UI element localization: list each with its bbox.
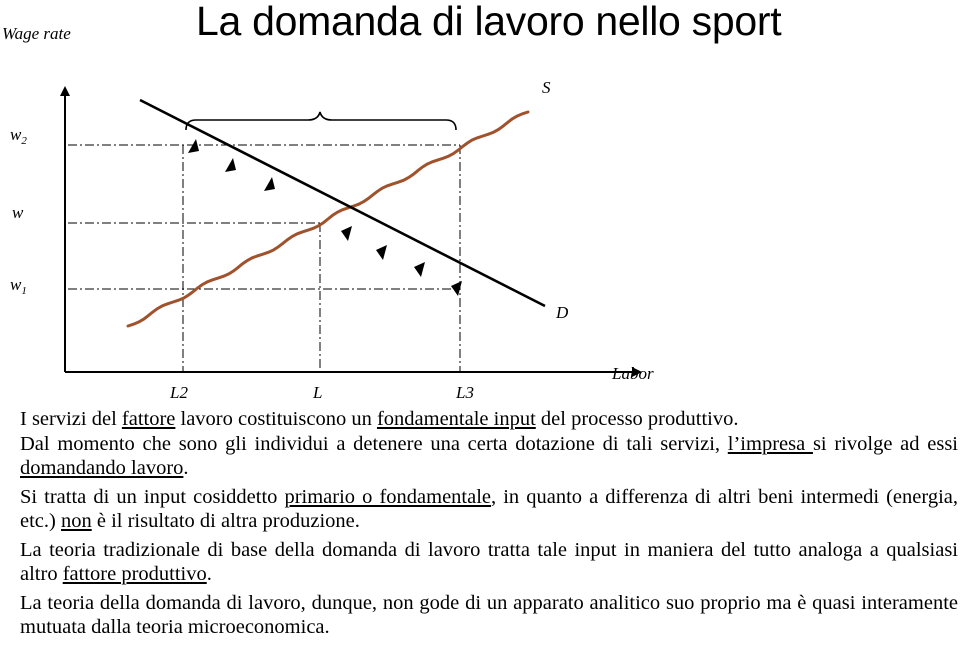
underlined-text: fattore produttivo	[62, 563, 207, 585]
page-title: La domanda di lavoro nello sport	[196, 0, 782, 44]
supply-curve	[128, 112, 528, 326]
underlined-text: non	[60, 510, 92, 532]
labor-label-L: L	[313, 383, 323, 402]
demand-arrow-3	[264, 177, 275, 191]
supply-label: S	[542, 78, 551, 97]
text-segment: del processo produttivo.	[535, 408, 739, 430]
text-segment: è il risultato di altra produzione.	[91, 510, 360, 532]
demand-curve	[140, 100, 545, 306]
text-segment: I servizi del	[20, 408, 122, 430]
text-segment: La teoria della domanda di lavoro, dunque, non gode di un apparato analitico suo proprio ma è quasi interamente mutuata dalla teoria microeconomica.	[20, 591, 958, 638]
paragraph	[20, 432, 958, 481]
demand-arrow-2	[225, 158, 236, 172]
text-segment: Dal momento che sono gli individui a detenere una certa dotazione di tali servizi,	[20, 432, 728, 455]
demand-arrow-5	[376, 245, 387, 260]
text-segment: si rivolge ad essi	[812, 432, 958, 455]
y-axis-label: Wage rate	[2, 24, 71, 43]
paragraph	[20, 591, 958, 640]
paragraph	[20, 407, 958, 432]
text-block	[20, 407, 958, 640]
underlined-text: l’impresa	[727, 432, 813, 455]
underlined-text: fattore	[121, 408, 176, 430]
demand-arrow-1	[188, 139, 199, 153]
wage-label-w2: $w_2$	[10, 125, 27, 147]
demand-label: D	[556, 303, 569, 322]
text-segment: , in quanto a differenza di altri beni intermedi (energia, etc.)	[20, 485, 959, 532]
text-segment: .	[206, 563, 212, 585]
demand-arrow-6	[414, 262, 425, 277]
x-axis-label: Labor	[612, 364, 654, 383]
wage-label-w1: $w_1$	[10, 275, 27, 297]
paragraph	[20, 485, 958, 534]
underlined-text: primario o fondamentale	[284, 485, 492, 508]
paragraph	[20, 538, 958, 587]
underlined-text: domandando lavoro	[20, 457, 184, 479]
text-segment: .	[183, 457, 189, 479]
text-segment: La teoria tradizionale di base della domanda di lavoro tratta tale input in maniera del tutto analoga a qualsiasi altro	[20, 538, 958, 585]
demand-arrow-4	[341, 226, 352, 241]
text-segment: lavoro costituiscono un	[175, 408, 377, 430]
wage-label-w: w	[12, 203, 24, 222]
underlined-text: fondamentale input	[376, 408, 536, 430]
text-segment: Si tratta di un input cosiddetto	[20, 485, 285, 508]
guide-lines	[68, 145, 460, 372]
labor-label-L3: L3	[456, 383, 474, 402]
labor-interval-brace	[186, 112, 456, 130]
labor-label-L2: L2	[170, 383, 188, 402]
